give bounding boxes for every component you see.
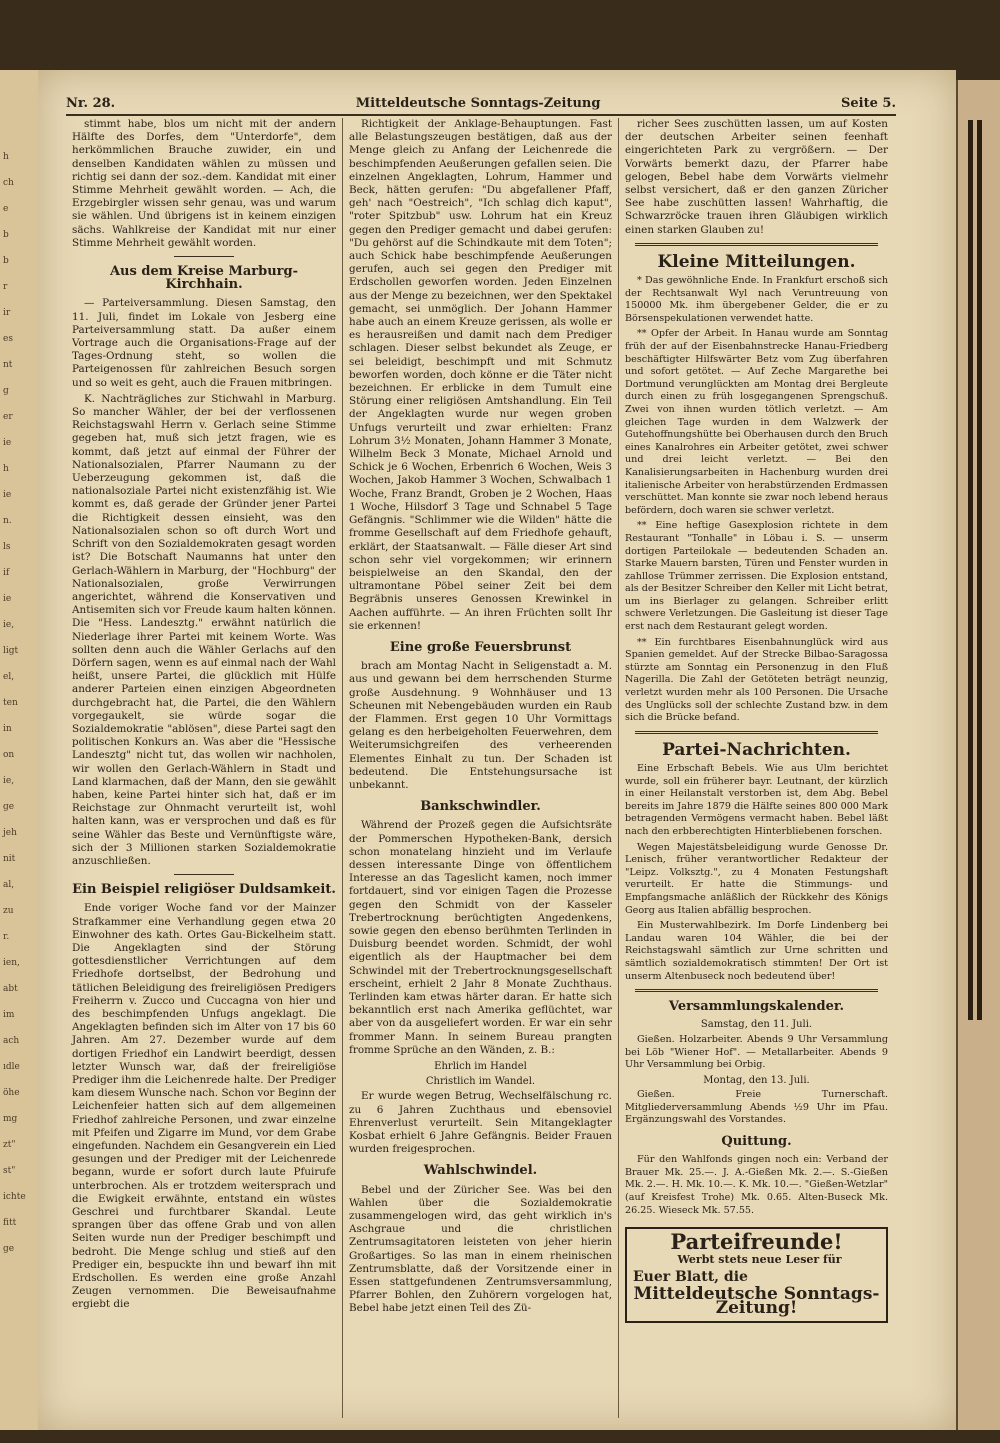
- column-1: [66, 118, 342, 1418]
- news-item: Eine Erbschaft Bebels. Wie aus Ulm berichtet wurde, soll ein früherer bayr. Leutnant, der kürzlich in einer Heilanstalt verstorben ist, dem Abg. Bebel bereits im Jahre 1879 die Hälfte seines 800 000 Mark betragenden Vermögens vermacht haben. Bebel läßt nach den erbberechtigten Hinterbliebenen forschen.: [625, 763, 888, 837]
- headline-duldsamkeit: Ein Beispiel religiöser Duldsamkeit.: [72, 882, 336, 898]
- calendar-entry: Gießen. Freie Turnerschaft. Mitgliederversammlung Abends ½9 Uhr im Pfau. Ergänzungswahl des Vorstandes.: [625, 1089, 888, 1126]
- news-item: ** Opfer der Arbeit. In Hanau wurde am Sonntag früh der auf der Eisenbahnstrecke Hanau-Friedberg beschäftigter Hilfswärter Betz vom Zug überfahren und sofort getötet. — Auf Zeche Margarethe bei Dortmund verunglückten am Montag drei Bergleute durch einen zu früh losgegangenen Sprengschuß. Zwei von ihnen wurden tötlich verletzt. — Am gleichen Tage wurden in dem Walzwerk der Gutehoffnungshütte bei Oberhausen durch den Bruch eines Kanalrohres ein Arbeiter getötet, zwei schwer und drei leicht verletzt. — Bei den Kanalisierungsarbeiten in Hachenburg wurden drei italienische Arbeiter von herabstürzenden Erdmassen verschüttet. Man konnte sie zwar noch lebend heraus befördern, doch waren sie schwer verletzt.: [625, 328, 888, 516]
- edge-fragment: ir: [3, 308, 11, 318]
- edge-fragment: if: [3, 568, 10, 578]
- edge-fragment: st": [3, 1166, 16, 1176]
- edge-fragment: on: [3, 750, 15, 760]
- edge-fragment: n.: [3, 516, 12, 526]
- receipt-text: Für den Wahlfonds gingen noch ein: Verband der Brauer Mk. 25.—. J. A.-Gießen Mk. 2.—. S.-Gießen Mk. 2.—. H. Mk. 10.—. K. Mk. 10.—. "Gießen-Wetzlar" (auf Kreisfest Trohe) Mk. 0.65. Alten-Buseck Mk. 26.25. Wieseck Mk. 57.55.: [625, 1154, 888, 1216]
- headline-versammlungskalender: Versammlungskalender.: [668, 999, 845, 1015]
- ad-paper-name: Mitteldeutsche Sonntags-Zeitung!: [633, 1284, 880, 1318]
- article-paragraph: stimmt habe, blos um nicht mit der andern Hälfte des Dorfes, dem "Unterdorfe", dem herkömmlichen Brauche zuwider, ein und denselben Kandidaten wählen zu müssen und richtig sei dann der soz.-dem. Kandidat mit einer Stimme Mehrheit gewählt worden. — Ach, die Erzgebirgler wissen sehr genau, was und warum sie wählen. Und übrigens ist in keinem einzigen sächs. Wahlkreise der Kandidat mit nur einer Stimme Mehrheit gewählt worden.: [72, 118, 336, 249]
- calendar-date: Samstag, den 11. Juli.: [700, 1019, 813, 1031]
- edge-fragment: ge: [3, 802, 15, 812]
- article-paragraph: Während der Prozeß gegen die Aufsichtsräte der Pommerschen Hypotheken-Bank, dersich schon monatelang hinzieht und im Verlaufe dessen interessante Dinge von öffentlichem Interesse an das Tageslicht kamen, noch immer fortdauert, sind vor einigen Tagen die Prozesse gegen den Schmidt von der Kasseler Trebertrocknung berüchtigten Angedenkens, sowie gegen den ebenso berühmten Terlinden in Duisburg beendet worden. Schmidt, der wohl eigentlich als der Hauptmacher bei dem Schwindel mit der Trebertrocknungsgesellschaft erscheint, erhielt 2 Jahr 8 Monate Zuchthaus. Terlinden kam etwas härter daran. Er hatte sich bekanntlich erst nach Amerika geflüchtet, war aber von da ausgeliefert worden. Er war ein sehr frommer Mann. In seinem Bureau prangten fromme Sprüche an den Wänden, z. B.:: [349, 819, 612, 1056]
- edge-fragment: ie: [3, 594, 12, 604]
- edge-fragment: b: [3, 230, 9, 240]
- article-paragraph: Er wurde wegen Betrug, Wechselfälschung rc. zu 6 Jahren Zuchthaus und ebensoviel Ehrenverlust verurteilt. Sein Mitangeklagter Kosbat erhielt 6 Jahre Gefängnis. Beider Frauen wurden freigesprochen.: [349, 1090, 612, 1156]
- edge-fragment: ach: [3, 1036, 20, 1046]
- article-paragraph: Richtigkeit der Anklage-Behauptungen. Fast alle Belastungszeugen bestätigen, daß aus der Menge gleich zu Anfang der Leichenrede die beschimpfenden Aeußerungen gefallen seien. Die einzelnen Angeklagten, Lohrum, Hammer und Beck, hätten gerufen: "Du abgefallener Pfaff, geh' nach "Oestreich", "Ich schlag dich kaput", "roter Spitzbub" usw. Lohrum hat ein Kreuz gegen den Prediger gemacht und dabei gerufen: "Du gehörst auf die Schindkaute mit dem Toten"; auch Schick habe beschimpfende Aeußerungen gerufen, auch sei gegen den Prediger mit Erdschollen geworfen worden. Jeden Einzelnen aus der Menge zu bezeichnen, wer den Spektakel gemacht, sei unmöglich. Der Johann Hammer habe auch an einem Kreuze gerissen, als wolle er es herausreißen und damit nach dem Prediger schlagen. Dieser selbst bekundet als Zeuge, er sei beleidigt, beschimpft und mit Schmutz beworfen worden, doch könne er die Täter nicht bezeichnen. Er erblicke in dem Tumult eine Störung einer religiösen Amtshandlung. Ein Teil der Angeklagten wurde nur wegen groben Unfugs verurteilt und zwar erhielten: Franz Lohrum 3½ Monaten, Johann Hammer 3 Monate, Wilhelm Beck 3 Monate, Michael Arnold und Schick je 6 Wochen, Erbenrich 6 Wochen, Weis 3 Wochen, Jakob Hammer 3 Wochen, Schwalbach 1 Woche, Franz Brandt, Groben je 2 Wochen, Haas 1 Woche, Hilsdorf 3 Tage und Schnabel 5 Tage Gefängnis. "Schlimmer wie die Wilden" hätte die fromme Gesellschaft auf dem Friedhofe gehauft, erklärt, der Staatsanwalt. — Fälle dieser Art sind schon sehr viel vorgekommen; wir erinnern beispielweise an den Skandal, den der ultramontane Pöbel seiner Zeit bei dem Begräbnis unseres Genossen Krewinkel in Aachen aufführte. — An ihren Früchten sollt Ihr sie erkennen!: [349, 118, 612, 632]
- edge-fragment: r.: [3, 932, 10, 942]
- ad-headline: Parteifreunde!: [670, 1229, 843, 1255]
- headline-bankschwindler: Bankschwindler.: [420, 799, 541, 815]
- edge-fragment: ls: [3, 542, 11, 552]
- edge-fragment: r: [3, 282, 8, 292]
- article-paragraph: Bebel und der Züricher See. Was bei den Wahlen über die Sozialdemokratie zusammengelogen wird, das geht wirklich in's Aschgraue und die christlichen Zentrumsagitatoren leisteten von jeher hierin Großartiges. So las man in einem rheinischen Zentrumsblatte, daß der Vorsitzende einer in Essen stattgefundenen Zentrumsversammlung, Pfarrer Bohlen, den Zuhörern vorgelogen hat, Bebel habe jetzt einen Teil des Zü-: [349, 1183, 612, 1315]
- edge-fragment: fitt: [3, 1218, 17, 1228]
- edge-fragment: h: [3, 464, 9, 474]
- left-page-edge: [0, 70, 40, 1430]
- masthead: Mitteldeutsche Sonntags-Zeitung: [355, 96, 601, 111]
- columns: [66, 118, 896, 1418]
- divider: [174, 256, 234, 257]
- news-item: ** Ein furchtbares Eisenbahnunglück wird aus Spanien gemeldet. Auf der Strecke Bilbao-Saragossa stürzte am Sonntag ein Personenzug in den Fluß Nagerilla. Die Zahl der Getöteten beträgt neunzig, verletzt wurden mehr als 100 Personen. Die Ursache des Unglücks soll der schlechte Zustand bzw. in dem sich die Brücke befand.: [625, 636, 888, 724]
- calendar-date: Montag, den 13. Juli.: [703, 1074, 810, 1086]
- page-number: Seite 5.: [841, 96, 896, 111]
- page-header: [66, 90, 896, 116]
- edge-fragment: al,: [3, 880, 15, 890]
- news-item: Wegen Majestätsbeleidigung wurde Genosse Dr. Lenisch, früher verantwortlicher Redakteur der "Leipz. Volksztg.", zu 4 Monaten Festungshaft verurteilt. Er hatte die Stimmungs- und Empfangsmache anläßlich der Rückkehr des Königs Georg aus Italien abfällig besprochen.: [625, 841, 888, 916]
- headline-marburg: Aus dem Kreise Marburg-Kirchhain.: [109, 264, 299, 293]
- divider: [635, 989, 878, 992]
- edge-fragment: mg: [3, 1114, 18, 1124]
- edge-fragment: jeh: [3, 828, 17, 838]
- advertisement-box: [625, 1227, 888, 1323]
- edge-fragment: ligt: [3, 646, 19, 656]
- divider: [635, 731, 878, 734]
- news-item: ** Eine heftige Gasexplosion richtete in dem Restaurant "Tonhalle" in Löbau i. S. — unserm dortigen Parteilokale — bedeutenden Schaden an. Starke Mauern barsten, Türen und Fenster wurden in zahllose Trümmer zerrissen. Die Explosion entstand, als der Besitzer Schreiber den Keller mit Licht betrat, um ins Bierlager zu gelangen. Schreiber erlitt schwere Verletzungen. Die Gasleitung ist dieser Tage erst nach dem Restaurant gelegt worden.: [625, 520, 889, 633]
- news-item: * Das gewöhnliche Ende. In Frankfurt erschoß sich der Rechtsanwalt Wyl nach Veruntreuung von 150000 Mk. ihm übergebener Gelder, die er zu Börsenspekulationen verwendet hatte.: [625, 275, 888, 324]
- edge-fragment: ıdle: [3, 1062, 20, 1072]
- edge-fragment: g: [3, 386, 9, 396]
- headline-partei-nachrichten: Partei-Nachrichten.: [662, 739, 851, 760]
- edge-fragment: e: [3, 204, 9, 214]
- binding-mark: [968, 120, 992, 1020]
- article-paragraph: — Parteiversammlung. Diesen Samstag, den 11. Juli, findet im Lokale von Jesberg eine Parteiversammlung statt. Da außer einem Vortrage auch die Organisations-Frage auf der Tages-Ordnung steht, so wollen die Parteigenossen für zahlreichen Besuch sorgen und so weit es geht, auch die Frauen mitbringen.: [72, 297, 336, 389]
- headline-feuersbrunst: Eine große Feuersbrunst: [389, 639, 572, 655]
- edge-fragment: ie: [3, 490, 12, 500]
- headline-quittung: Quittung.: [721, 1134, 792, 1150]
- edge-fragment: h: [3, 152, 9, 162]
- edge-fragment: ge: [3, 1244, 15, 1254]
- calendar-entry: Gießen. Holzarbeiter. Abends 9 Uhr Versammlung bei Löb "Wiener Hof". — Metallarbeiter. Abends 9 Uhr Versammlung bei Orbig.: [625, 1033, 888, 1071]
- headline-kleine-mitteilungen: Kleine Mitteilungen.: [657, 251, 856, 272]
- edge-fragment: es: [3, 334, 13, 344]
- edge-fragment: in: [3, 724, 12, 734]
- column-3: [618, 118, 894, 1418]
- edge-fragment: nit: [3, 854, 16, 864]
- article-paragraph: brach am Montag Nacht in Seligenstadt a. M. aus und gewann bei dem herrschenden Sturme große Ausdehnung. 9 Wohnhäuser und 13 Scheunen mit Nebengebäuden wurden ein Raub der Flammen. Erst gegen 10 Uhr Vormittags gelang es den herbeigeholten Feuerwehren, dem Weiterumsichgreifen des verheerenden Elementes Einhalt zu tun. Der Schaden ist bedeutend. Die Entstehungsursache ist unbekannt.: [349, 660, 612, 791]
- edge-fragment: öhe: [3, 1088, 20, 1098]
- edge-fragment: zt": [3, 1140, 16, 1150]
- edge-fragment: ie,: [3, 620, 15, 630]
- edge-fragment: ichte: [3, 1192, 26, 1202]
- edge-fragment: im: [3, 1010, 15, 1020]
- news-item: Ein Musterwahlbezirk. Im Dorfe Lindenberg bei Landau waren 104 Wähler, die bei der Reichstagswahl sämtlich zur Urne schritten und sämtlich sozialdemokratisch stimmten! Der Ort ist unserm Altenbuseck noch bedeutend über!: [625, 920, 888, 982]
- edge-fragment: ie: [3, 438, 12, 448]
- divider: [635, 243, 878, 246]
- edge-fragment: ch: [3, 178, 14, 188]
- divider: [174, 874, 234, 875]
- column-2: [342, 118, 618, 1418]
- ad-line: Euer Blatt, die: [633, 1269, 748, 1286]
- edge-fragment: er: [3, 412, 13, 422]
- article-paragraph: Ende voriger Woche fand vor der Mainzer Strafkammer eine Verhandlung gegen etwa 20 Einwohner des kath. Ortes Gau-Bickelheim statt. Die Angeklagten sind der Störung gottesdienstlicher Verrichtungen auf dem Friedhofe dortselbst, der Bedrohung und tätlichen Beleidigung des freireligiösen Predigers Freiherrn v. Zucco und Cuccagna von hier und des beschimpfenden Unfugs angeklagt. Die Angeklagten befinden sich im Alter von 17 bis 60 Jahren. Am 27. Dezember wurde auf dem dortigen Friedhof ein Landwirt beerdigt, dessen letzter Wunsch war, daß der freireligiöse Prediger ihm die Leichenrede halte. Der Prediger kam diesem Wunsche nach. Schon vor Beginn der Leichenfeier hatten sich auf dem allgemeinen Friedhof zahlreiche Personen, und zwar einzelne mit Pfeifen und Zigarre im Mund, vor dem Grabe eingefunden. Nachdem ein Gesangverein ein Lied gesungen und der Prediger mit der Leichenrede begann, wurde er sofort durch laute Pfuirufe unterbrochen. Als er trotzdem weitersprach und die Ewigkeit erwähnte, entstand ein wüstes Geschrei und furchtbarer Skandal. Leute sprangen über das offene Grab und von allen Seiten wurde nun der Prediger beschimpft und bedroht. Die Menge schlug und stieß auf den Prediger ein, bespuckte ihn und bewarf ihn mit Erdschollen. Es werden eine große Anzahl Zeugen vernommen. Die Beweisaufnahme ergiebt die: [72, 902, 336, 1311]
- edge-fragment: ien,: [3, 958, 20, 968]
- issue-number: Nr. 28.: [66, 96, 116, 111]
- edge-fragment: abt: [3, 984, 18, 994]
- verse-line: Ehrlich im Handel: [434, 1061, 527, 1073]
- edge-fragment: nt: [3, 360, 13, 370]
- edge-fragment: zu: [3, 906, 14, 916]
- edge-fragment: ten: [3, 698, 18, 708]
- edge-fragment: ie,: [3, 776, 15, 786]
- headline-wahlschwindel: Wahlschwindel.: [423, 1163, 538, 1179]
- article-paragraph: K. Nachträgliches zur Stichwahl in Marburg. So mancher Wähler, der bei der verflossenen Reichstagswahl Herrn v. Gerlach seine Stimme gegeben hat, muß sich jetzt fragen, wie es kommt, daß jetzt auf einmal der Führer der Nationalsozialen, Pfarrer Naumann zu der Ueberzeugung gekommen ist, daß die nationalsoziale Partei nicht existenzfähig ist. Wie kommt es, daß gerade der Gründer jener Partei die Richtigkeit dessen einsieht, was den Nationalsozialen schon so oft durch Wort und Schrift von den Sozialdemokraten gesagt worden ist? Die Botschaft Naumanns hat unter den Gerlach-Wählern in Marburg, der "Hochburg" der Nationalsozialen, große Verwirrungen angerichtet, während die Konservativen und Antisemiten sich vor Freude kaum halten können. Die "Hess. Landesztg." erwähnt natürlich die Niederlage ihrer Partei mit keinem Worte. Was sollten denn auch die Wähler Gerlachs auf den Dörfern sagen, wenn es auf einmal nach der Wahl heißt, unsere Partei, die glücklich mit Hülfe anderer Parteien einen einzigen Abgeordneten durchgebracht hat, die Partei, die den Wählern vorgegaukelt, sie würde sogar die Sozialdemokratie "ablösen", diese Partei sagt den politischen Konkurs an. Was aber die "Hessische Landesztg" nicht tut, das wollen wir nachholen, wir wollen den Gerlach-Wählern in Stadt und Land klarmachen, daß der Mann, den sie gewählt haben, keine Partei hinter sich hat, daß er im Reichstage zur Ohnmacht verurteilt ist, wohl halten kann, was er versprochen und daß es für seine Wähler das Beste und Vernünftigste wäre, sich der 3 Millionen starken Sozialdemokratie anzuschließen.: [72, 392, 336, 867]
- article-paragraph: richer Sees zuschütten lassen, um auf Kosten der deutschen Arbeiter seinen feenhaft eingerichteten Park zu vergrößern. — Der Vorwärts bemerkt dazu, der Pfarrer habe gelogen, Bebel habe dem Vorwärts vielmehr selbst versichert, daß er den ganzen Züricher See habe zuschütten lassen! Wahrhaftig, die Schwarzröcke trauen ihren Gläubigen wirklich einen starken Glauben zu!: [625, 118, 888, 236]
- ad-side-text: Werbt stets neue Leser für: [677, 1253, 842, 1267]
- edge-fragment: el,: [3, 672, 15, 682]
- right-page-edge: [956, 80, 1000, 1430]
- edge-fragment: b: [3, 256, 9, 266]
- verse-line: Christlich im Wandel.: [425, 1076, 536, 1088]
